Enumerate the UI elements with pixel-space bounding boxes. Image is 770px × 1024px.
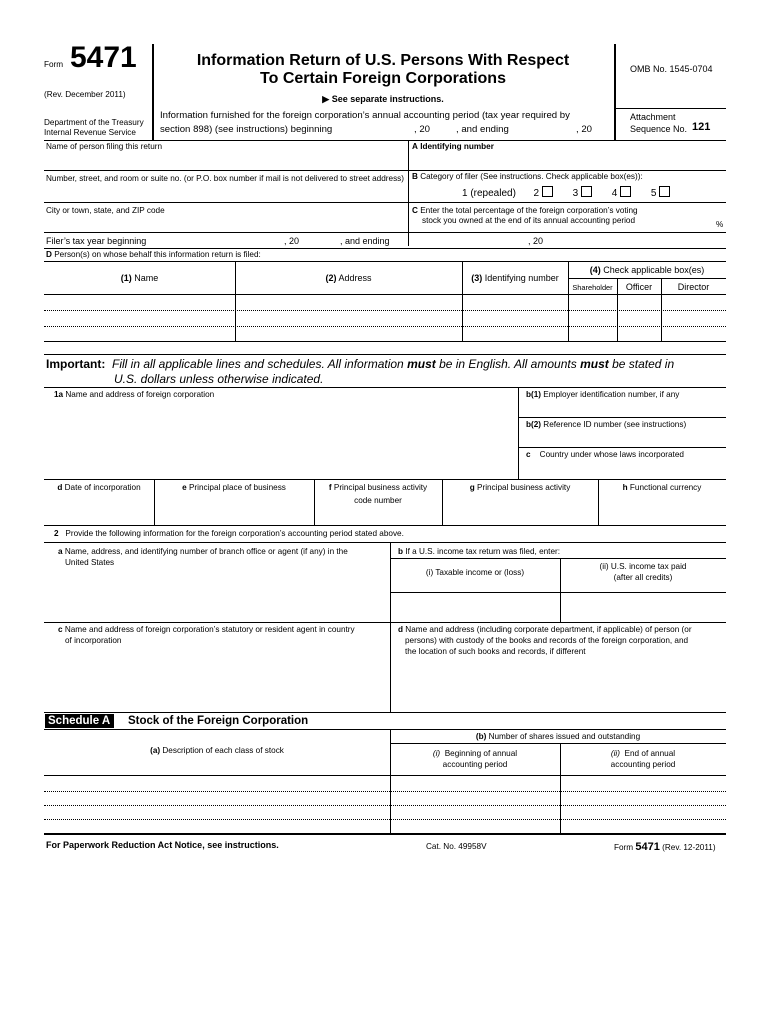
footer-rev: (Rev. 12-2011) (662, 843, 716, 852)
catalog-number: Cat. No. 49958V (426, 842, 487, 851)
tax-paid-label-1: (ii) U.S. income tax paid (599, 562, 687, 571)
tax-paid-label-2: (after all credits) (613, 573, 673, 582)
identifying-number-label (412, 142, 494, 152)
line-1f-text1: Principal business activity (333, 483, 428, 492)
books-custodian-field[interactable] (392, 660, 726, 710)
info-line1: Information furnished for the foreign corporation’s annual accounting period (tax year required by (160, 110, 570, 121)
form-revision: (Rev. December 2011) (44, 90, 126, 99)
line2-mid-rule (44, 622, 726, 623)
line-1b1-label (526, 390, 679, 400)
tax-year-20a: , 20 (284, 236, 300, 246)
identifying-number-field[interactable] (410, 152, 726, 168)
line-1e-text: Principal place of business (188, 483, 286, 492)
important-notice (46, 357, 674, 371)
category-4-label: 4 (611, 188, 618, 199)
important-top-rule (44, 354, 726, 355)
line1-rule-b1 (518, 417, 726, 418)
filer-rule-1 (44, 170, 726, 171)
line-1h-num: h (622, 483, 628, 492)
line-1g-label (442, 483, 598, 493)
shares-b-num: (b) (475, 732, 487, 741)
schedule-a-top-rule (44, 729, 726, 730)
taxable-income-label: (i) Taxable income or (loss) (425, 568, 525, 577)
category-3-label: 3 (572, 188, 579, 199)
form-title-line1: Information Return of U.S. Persons With Respect (196, 52, 570, 69)
important-text3: be stated in (612, 357, 675, 371)
line-a-text: Identifying number (420, 142, 494, 151)
schedule-a-sub-rule (390, 743, 726, 744)
col-name-header (44, 273, 235, 284)
col-check-header (568, 265, 726, 276)
category-2-checkbox[interactable] (542, 186, 553, 197)
col-id-text: Identifying number (484, 273, 559, 283)
beginning-i-num: (i) (432, 749, 441, 758)
country-field[interactable] (520, 461, 726, 475)
line-2d-text1: Name and address (including corporate department, if applicable) of person (or (405, 625, 692, 634)
table-row[interactable] (44, 820, 726, 832)
category-2-label: 2 (533, 188, 540, 199)
line-b-num: B (412, 172, 418, 181)
info-line2-beginning: section 898) (see instructions) beginning (160, 124, 333, 135)
line-2-label (54, 529, 404, 539)
principal-place-field[interactable] (155, 508, 313, 524)
line-1d-label (44, 483, 154, 493)
reference-id-field[interactable] (520, 431, 726, 445)
beginning-text1: Beginning of annual (444, 749, 518, 758)
line-1f-text2: code number (354, 496, 402, 505)
line-d-num: D (46, 250, 52, 259)
important-text1: Fill in all applicable lines and schedules. All information (112, 357, 404, 371)
col-address-num: (2) (325, 273, 337, 283)
line1-row2-top (44, 479, 726, 480)
table-row[interactable] (44, 327, 726, 341)
line-1a-text: Name and address of foreign corporation (65, 390, 215, 399)
city-label: City or town, state, and ZIP code (46, 206, 165, 215)
line-c-text2: stock you owned at the end of its annual accounting period (422, 216, 636, 225)
line-1c-label (526, 450, 684, 460)
line-c-num: C (412, 206, 418, 215)
line-1c-text: Country under whose laws incorporated (539, 450, 684, 459)
line-2d-text3: the location of such books and records, if different (405, 647, 586, 656)
filer-name-field[interactable] (44, 152, 406, 168)
shares-b-text: Number of shares issued and outstanding (488, 732, 641, 741)
header-bottom-rule (44, 140, 726, 141)
category-3-checkbox[interactable] (581, 186, 592, 197)
city-field[interactable] (44, 218, 406, 232)
filer-rule-2 (44, 202, 726, 203)
activity-code-field[interactable] (315, 508, 441, 524)
col-director-header: Director (677, 282, 710, 292)
beginning-text2: accounting period (442, 760, 508, 769)
footer-form-label: Form (614, 843, 634, 852)
form-number: 5471 (70, 41, 137, 74)
category-options (462, 186, 670, 200)
line-1b2-label (526, 420, 686, 430)
schedule-a-tag: Schedule A (45, 714, 114, 728)
header-omb-rule (614, 108, 726, 109)
omb-number: OMB No. 1545-0704 (630, 64, 713, 74)
line-1a-label (54, 390, 214, 400)
line-2d-text2: persons) with custody of the books and records of the foreign corporation, and (405, 636, 689, 645)
col-address-text: Address (338, 273, 372, 283)
street-label: Number, street, and room or suite no. (or P.O. box number if mail is not delivered to street address) (46, 174, 404, 183)
table-row[interactable] (44, 776, 726, 790)
col-name-num: (1) (120, 273, 132, 283)
line-1a-num: 1a (54, 390, 64, 399)
table-row[interactable] (44, 295, 726, 309)
category-5-checkbox[interactable] (659, 186, 670, 197)
line1-bottom-rule (44, 525, 726, 526)
tax-year-label: Filer’s tax year beginning (46, 236, 147, 246)
filer-rule-3 (44, 232, 726, 233)
line2-top-rule (44, 542, 726, 543)
line-1b1-num: b(1) (526, 390, 542, 399)
street-field[interactable] (44, 186, 406, 200)
ein-field[interactable] (520, 401, 726, 415)
tax-paid-field[interactable] (562, 594, 726, 620)
line-1g-num: g (469, 483, 475, 492)
principal-activity-field[interactable] (443, 508, 597, 524)
col-address-header (235, 273, 462, 284)
line1-divider (518, 387, 519, 479)
line-2-text: Provide the following information for the foreign corporation’s accounting period stated above. (65, 529, 404, 538)
stock-a-text: Description of each class of stock (162, 746, 284, 755)
important-label: Important: (46, 357, 106, 371)
line-2b-label (398, 547, 560, 557)
line1-rule-b2 (518, 447, 726, 448)
line-1d-text: Date of incorporation (64, 483, 141, 492)
line-1d-num: d (57, 483, 63, 492)
footer-form-number: 5471 (635, 841, 660, 853)
category-1-label: 1 (repealed) (462, 188, 516, 199)
table-row[interactable] (44, 792, 726, 804)
attachment-label: Attachment (630, 112, 676, 122)
filer-column-divider (408, 140, 409, 246)
important-line2: U.S. dollars unless otherwise indicated. (114, 372, 324, 386)
line-1f-label (314, 483, 442, 493)
info-line2-20a: , 20 (414, 124, 431, 135)
schedule-a-title: Stock of the Foreign Corporation (128, 715, 309, 727)
stock-a-num: (a) (150, 746, 161, 755)
branch-office-field[interactable] (44, 570, 388, 622)
category-5-label: 5 (650, 188, 657, 199)
line-1b2-text: Reference ID number (see instructions) (543, 420, 687, 429)
col-shareholder-header: Shareholder (572, 283, 613, 292)
filer-rule-4 (44, 248, 726, 249)
col-check-num: (4) (589, 265, 601, 275)
table-row[interactable] (44, 806, 726, 818)
persons-subheader-rule (568, 278, 726, 279)
sequence-number: 121 (692, 121, 711, 133)
line-b-text: Category of filer (See instructions. Check applicable box(es)): (420, 172, 643, 181)
line2b-rule-2 (390, 592, 726, 593)
line-1b2-num: b(2) (526, 420, 542, 429)
line2-bottom-rule (44, 712, 726, 713)
percent-sign: % (716, 220, 724, 229)
line-2c-text1: Name and address of foreign corporation’s statutory or resident agent in country (64, 625, 355, 634)
date-of-incorporation-field[interactable] (44, 508, 154, 524)
important-text2: be in English. All amounts (439, 357, 577, 371)
line-1h-text: Functional currency (629, 483, 702, 492)
form-title-line2: To Certain Foreign Corporations (260, 70, 506, 87)
shares-outstanding-header (390, 732, 726, 742)
line-d-label (46, 250, 261, 260)
line-2a-num: a (58, 547, 63, 556)
line-2c-num: c (58, 625, 63, 634)
filer-name-label: Name of person filing this return (46, 142, 163, 151)
line-2c-text2: of incorporation (65, 636, 122, 645)
info-line2-ending: , and ending (456, 124, 509, 135)
line2b-rule-1 (390, 558, 726, 559)
persons-table-top (44, 261, 726, 262)
statutory-agent-field[interactable] (44, 650, 388, 710)
line-2b-num: b (398, 547, 404, 556)
col-id-header (462, 273, 568, 284)
important-must2: must (580, 357, 609, 371)
line-2d-label (398, 625, 692, 635)
info-line2-20b: , 20 (576, 124, 593, 135)
table-row[interactable] (44, 311, 726, 325)
category-label (412, 172, 643, 182)
see-instructions: ▶ See separate instructions. (322, 94, 444, 104)
line-2b-text: If a U.S. income tax return was filed, enter: (405, 547, 561, 556)
line-c-text1: Enter the total percentage of the foreign corporation’s voting (420, 206, 638, 215)
line-2a-text2: United States (65, 558, 115, 567)
important-must1: must (407, 357, 436, 371)
tax-year-20b: , 20 (528, 236, 544, 246)
taxable-income-field[interactable] (392, 594, 558, 620)
voting-stock-label (412, 206, 638, 216)
sequence-label: Sequence No. (630, 124, 688, 134)
end-ii-num: (ii) (610, 749, 620, 758)
line-1g-text: Principal business activity (477, 483, 571, 492)
category-4-checkbox[interactable] (620, 186, 631, 197)
functional-currency-field[interactable] (599, 508, 725, 524)
line-1b1-text: Employer identification number, if any (543, 390, 680, 399)
line-2-num: 2 (54, 529, 59, 538)
form-label: Form (44, 60, 64, 69)
line-2d-num: d (398, 625, 404, 634)
line-1h-label (598, 483, 726, 493)
department: Department of the Treasury (44, 118, 144, 127)
line-1e-label (154, 483, 314, 493)
header-divider-right (614, 44, 616, 140)
end-period-header (560, 749, 726, 759)
end-text1: End of annual (624, 749, 676, 758)
foreign-corp-name-field[interactable] (44, 402, 516, 476)
beginning-period-header (390, 749, 560, 759)
important-bottom-rule (44, 387, 726, 388)
tax-year-ending: , and ending (340, 236, 390, 246)
footer-form-ref (614, 842, 716, 853)
paperwork-notice: For Paperwork Reduction Act Notice, see instructions. (46, 840, 279, 850)
line-d-text: Person(s) on whose behalf this information return is filed: (54, 250, 261, 259)
col-id-num: (3) (471, 273, 483, 283)
line-1f-num: f (328, 483, 332, 492)
line-1e-num: e (182, 483, 187, 492)
stock-description-header (44, 746, 390, 756)
col-officer-header: Officer (625, 282, 653, 292)
line-2c-label (58, 625, 355, 635)
irs-label: Internal Revenue Service (44, 128, 136, 137)
line-2a-label (58, 547, 348, 557)
col-name-text: Name (134, 273, 159, 283)
line-1c-num: c (526, 450, 531, 459)
line2b-col-rule-2 (560, 592, 561, 622)
line-a-num: A (412, 142, 418, 151)
schedule-a-bottom-rule (44, 833, 726, 835)
end-text2: accounting period (610, 760, 676, 769)
persons-table-bottom (44, 341, 726, 342)
line-2a-text1: Name, address, and identifying number of branch office or agent (if any) in the (64, 547, 348, 556)
col-check-text: Check applicable box(es) (603, 265, 705, 275)
